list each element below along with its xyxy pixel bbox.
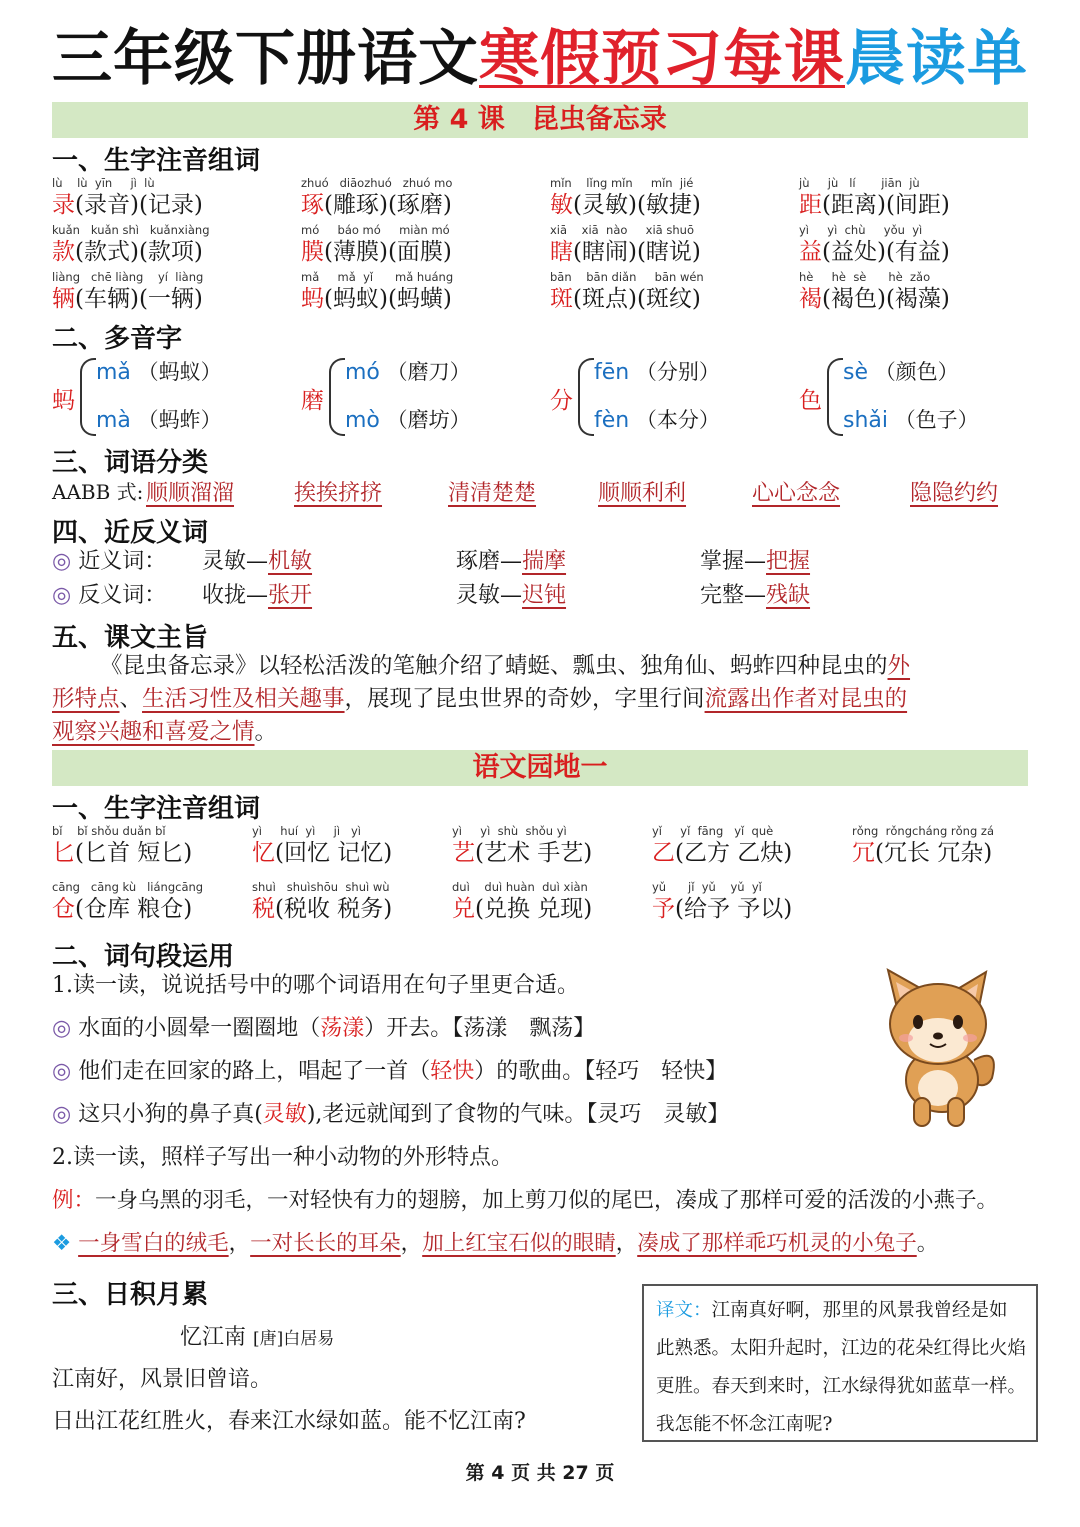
pair-word: 掌握— bbox=[700, 549, 767, 574]
pinyin-line: hè hè sè hè zǎo bbox=[799, 270, 931, 284]
garden-grid-cell bbox=[452, 880, 592, 924]
garden-grid-cell bbox=[252, 824, 392, 868]
char-grid-cell bbox=[52, 270, 203, 314]
garden-grid-cell bbox=[252, 880, 392, 924]
pinyin-line: lù lù yīn jì lù bbox=[52, 176, 155, 190]
word-group: (税收 税务) bbox=[275, 896, 393, 922]
word-group: (瞎闹)(瞎说) bbox=[573, 239, 701, 265]
lesson-band: 第 4 课 昆虫备忘录 bbox=[52, 102, 1028, 138]
section-heading-classification: 三、词语分类 bbox=[52, 448, 209, 478]
aabb-words bbox=[146, 474, 1026, 510]
char-grid-cell bbox=[550, 270, 704, 314]
reading-2-word: （色子） bbox=[894, 408, 979, 432]
aabb-word: 隐隐约约 bbox=[910, 481, 999, 506]
word-group: (蚂蚁)(蚂蟥) bbox=[324, 286, 452, 312]
sentence-2-c: ）的歌曲。【轻巧 轻快】 bbox=[474, 1059, 728, 1084]
pair-answer: 迟钝 bbox=[522, 583, 567, 608]
synonym-row bbox=[52, 546, 166, 578]
pinyin-line: rǒng rǒngcháng rǒng zá bbox=[852, 824, 995, 838]
reading-2 bbox=[96, 404, 222, 434]
target-character: 距 bbox=[799, 192, 822, 218]
target-character: 瞎 bbox=[550, 239, 573, 265]
antonym-pair bbox=[456, 580, 566, 612]
word-group: (回忆 记忆) bbox=[275, 840, 393, 866]
character-words bbox=[52, 284, 203, 314]
garden-heading-characters: 一、生字注音组词 bbox=[52, 794, 261, 824]
word-group: (匕首 短匕) bbox=[75, 840, 193, 866]
pair-word: 完整— bbox=[700, 583, 767, 608]
character-grid bbox=[52, 176, 1052, 316]
polyphone-item bbox=[301, 356, 541, 440]
sentence-2 bbox=[52, 1056, 727, 1088]
pinyin-line: yì huí yì jì yì bbox=[252, 824, 361, 838]
section-heading-characters: 一、生字注音组词 bbox=[52, 146, 261, 176]
word-group: (录音)(记录) bbox=[75, 192, 203, 218]
poem-title: 忆江南 bbox=[180, 1325, 247, 1350]
title-part-1: 三年级下册语文 bbox=[52, 24, 479, 94]
pair-answer: 机敏 bbox=[268, 549, 313, 574]
reading-2-pinyin: mà bbox=[96, 408, 131, 433]
garden-heading-accumulation: 三、日积月累 bbox=[52, 1280, 209, 1310]
character-words bbox=[652, 894, 792, 924]
character-words bbox=[52, 838, 192, 868]
garden-heading-usage: 二、词句段运用 bbox=[52, 942, 235, 972]
example-text: 一身乌黑的羽毛，一对轻快有力的翅膀，加上剪刀似的尾巴，凑成了那样可爱的活泼的小燕子。 bbox=[95, 1188, 999, 1213]
brace-icon bbox=[329, 358, 345, 436]
reading-1-word: （分别） bbox=[635, 360, 720, 384]
target-character: 忆 bbox=[252, 840, 275, 866]
section-heading-synonyms: 四、近反义词 bbox=[52, 518, 209, 548]
target-character: 冗 bbox=[852, 840, 875, 866]
reading-2 bbox=[843, 404, 979, 434]
target-character: 斑 bbox=[550, 286, 573, 312]
polyphone-character: 磨 bbox=[301, 388, 324, 414]
aabb-word: 清清楚楚 bbox=[448, 481, 537, 506]
reading-1 bbox=[594, 356, 720, 386]
target-character: 蚂 bbox=[301, 286, 324, 312]
circle-bullet-icon: ◎ bbox=[52, 549, 72, 574]
target-character: 益 bbox=[799, 239, 822, 265]
pinyin-line: yǔ jǐ yǔ yǔ yǐ bbox=[652, 880, 762, 894]
pair-word: 灵敏— bbox=[202, 549, 269, 574]
character-words bbox=[301, 190, 452, 220]
poem-author: [唐]白居易 bbox=[253, 1329, 335, 1349]
pinyin-line: mǎ mǎ yǐ mǎ huáng bbox=[301, 270, 454, 284]
theme-text-4: 。 bbox=[254, 719, 278, 745]
pinyin-line: liàng chē liàng yí liàng bbox=[52, 270, 204, 284]
aabb-word: 心心念念 bbox=[752, 481, 841, 506]
answer-part-4: 凑成了那样乖巧机灵的小兔子 bbox=[637, 1231, 917, 1256]
polyphone-character: 分 bbox=[550, 388, 573, 414]
sentence-1-c: ）开去。【荡漾 飘荡】 bbox=[364, 1016, 596, 1041]
aabb-word: 顺顺溜溜 bbox=[146, 481, 235, 506]
sentence-1 bbox=[52, 1013, 595, 1045]
poem-line-2: 日出江花红胜火，春来江水绿如蓝。能不忆江南? bbox=[52, 1409, 526, 1434]
target-character: 录 bbox=[52, 192, 75, 218]
word-group: (益处)(有益) bbox=[822, 239, 950, 265]
character-words bbox=[550, 190, 701, 220]
page-number: 第 4 页 共 27 页 bbox=[465, 1462, 615, 1484]
garden-grid-cell bbox=[652, 824, 792, 868]
poem-title-line bbox=[180, 1322, 334, 1355]
answer-part-3: 加上红宝石似的眼睛 bbox=[422, 1231, 616, 1256]
page-title bbox=[0, 14, 1080, 104]
pinyin-line: yì yì chù yǒu yì bbox=[799, 223, 923, 237]
character-words bbox=[550, 284, 704, 314]
reading-1-word: （蚂蚁） bbox=[137, 360, 222, 384]
word-group: (褐色)(褐藻) bbox=[822, 286, 950, 312]
sentence-3 bbox=[52, 1099, 729, 1131]
word-group: (仓库 粮仓) bbox=[75, 896, 193, 922]
char-grid-cell bbox=[52, 223, 210, 267]
reading-2 bbox=[594, 404, 720, 434]
pair-answer: 张开 bbox=[268, 583, 313, 608]
synonym-pair bbox=[202, 546, 312, 578]
sentence-1-a: 水面的小圆晕一圈圈地（ bbox=[78, 1016, 321, 1041]
reading-1-pinyin: mó bbox=[345, 360, 380, 385]
target-character: 款 bbox=[52, 239, 75, 265]
target-character: 税 bbox=[252, 896, 275, 922]
word-group: (薄膜)(面膜) bbox=[324, 239, 452, 265]
theme-text-2: 、 bbox=[119, 686, 143, 712]
character-words bbox=[652, 838, 792, 868]
diamond-bullet-icon: ❖ bbox=[52, 1231, 72, 1256]
theme-underline-1: 外 bbox=[887, 653, 911, 679]
target-character: 敏 bbox=[550, 192, 573, 218]
char-grid-cell bbox=[52, 176, 203, 220]
char-grid-cell bbox=[301, 223, 452, 267]
char-grid-cell bbox=[799, 176, 950, 220]
polyphone-item bbox=[52, 356, 292, 440]
word-group: (距离)(间距) bbox=[822, 192, 950, 218]
pair-answer: 把握 bbox=[766, 549, 811, 574]
sentence-1-answer: 荡漾 bbox=[320, 1016, 365, 1041]
theme-underline-3: 生活习性及相关趣事 bbox=[142, 686, 345, 712]
character-words bbox=[550, 237, 701, 267]
reading-2-word: （本分） bbox=[635, 408, 720, 432]
synonym-label: 近义词： bbox=[78, 549, 167, 574]
reading-1 bbox=[843, 356, 959, 386]
reading-1-word: （颜色） bbox=[874, 360, 959, 384]
antonym-row bbox=[52, 580, 166, 612]
character-words bbox=[301, 284, 453, 314]
pinyin-line: jù jù lí jiān jù bbox=[799, 176, 920, 190]
target-character: 褐 bbox=[799, 286, 822, 312]
title-part-3: 晨读单 bbox=[845, 24, 1028, 94]
character-words bbox=[799, 237, 950, 267]
polyphone-list bbox=[52, 356, 1052, 442]
pinyin-line: duì duì huàn duì xiàn bbox=[452, 880, 588, 894]
theme-text-1: 《昆虫备忘录》以轻松活泼的笔触介绍了蜻蜓、瓢虫、独角仙、蚂蚱四种昆虫的 bbox=[100, 653, 888, 679]
garden-grid-cell bbox=[852, 824, 994, 868]
poem-line-1: 江南好，风景旧曾谙。 bbox=[52, 1367, 273, 1392]
theme-underline-2: 形特点 bbox=[52, 686, 120, 712]
target-character: 乙 bbox=[652, 840, 675, 866]
character-words bbox=[799, 284, 950, 314]
character-words bbox=[301, 237, 452, 267]
pair-word: 收拢— bbox=[202, 583, 269, 608]
pinyin-line: cāng cāng kù liángcāng bbox=[52, 880, 204, 894]
pinyin-line: mó báo mó miàn mó bbox=[301, 223, 450, 237]
circle-bullet-icon: ◎ bbox=[52, 1102, 72, 1127]
pair-word: 灵敏— bbox=[456, 583, 523, 608]
question-1: 1.读一读，说说括号中的哪个词语用在句子里更合适。 bbox=[52, 973, 579, 998]
character-words bbox=[52, 237, 210, 267]
garden-grid-cell bbox=[52, 880, 203, 924]
character-words bbox=[252, 838, 392, 868]
reading-1 bbox=[345, 356, 471, 386]
sentence-2-a: 他们走在回家的路上，唱起了一首（ bbox=[78, 1059, 431, 1084]
pair-answer: 揣摩 bbox=[522, 549, 567, 574]
pinyin-line: kuǎn kuǎn shì kuǎnxiàng bbox=[52, 223, 210, 237]
target-character: 艺 bbox=[452, 840, 475, 866]
sentence-3-answer: 灵敏 bbox=[262, 1102, 307, 1127]
polyphone-item bbox=[550, 356, 790, 440]
word-group: (乙方 乙炔) bbox=[675, 840, 793, 866]
garden-grid-cell bbox=[652, 880, 792, 924]
pinyin-line: zhuó diāozhuó zhuó mo bbox=[301, 176, 453, 190]
char-grid-cell bbox=[301, 270, 453, 314]
reading-1-pinyin: sè bbox=[843, 360, 868, 385]
reading-1-word: （磨刀） bbox=[386, 360, 471, 384]
synonym-antonym-block bbox=[52, 546, 1032, 616]
aabb-word: 挨挨挤挤 bbox=[294, 481, 383, 506]
word-group: (车辆)(一辆) bbox=[75, 286, 203, 312]
character-words bbox=[452, 894, 592, 924]
polyphone-character: 蚂 bbox=[52, 388, 75, 414]
reading-2-word: （蚂蚱） bbox=[137, 408, 222, 432]
sentence-2-answer: 轻快 bbox=[430, 1059, 475, 1084]
word-group: (兑换 兑现) bbox=[475, 896, 593, 922]
sentence-3-c: ),老远就闻到了食物的气味。【灵巧 灵敏】 bbox=[306, 1102, 730, 1127]
answer-part-1: 一身雪白的绒毛 bbox=[78, 1231, 229, 1256]
circle-bullet-icon: ◎ bbox=[52, 1059, 72, 1084]
word-group: (艺术 手艺) bbox=[475, 840, 593, 866]
sentence-3-a: 这只小狗的鼻子真( bbox=[78, 1102, 263, 1127]
word-group: (冗长 冗杂) bbox=[875, 840, 993, 866]
character-words bbox=[452, 838, 592, 868]
answer-part-2: 一对长长的耳朵 bbox=[250, 1231, 401, 1256]
aabb-label: AABB 式: bbox=[52, 480, 144, 504]
circle-bullet-icon: ◎ bbox=[52, 1016, 72, 1041]
synonym-pair bbox=[456, 546, 566, 578]
translation-box bbox=[642, 1284, 1038, 1442]
example-line bbox=[52, 1185, 998, 1217]
pinyin-line: bān bān diǎn bān wén bbox=[550, 270, 704, 284]
char-grid-cell bbox=[799, 223, 950, 267]
antonym-label: 反义词： bbox=[78, 583, 167, 608]
pinyin-line: mǐn lǐng mǐn mǐn jié bbox=[550, 176, 694, 190]
char-grid-cell bbox=[301, 176, 452, 220]
word-group: (灵敏)(敏捷) bbox=[573, 192, 701, 218]
brace-icon bbox=[827, 358, 843, 436]
word-group: (给予 予以) bbox=[675, 896, 793, 922]
polyphone-item bbox=[799, 356, 1039, 440]
target-character: 膜 bbox=[301, 239, 324, 265]
target-character: 兑 bbox=[452, 896, 475, 922]
title-part-2: 寒假预习每课 bbox=[479, 24, 845, 94]
target-character: 辆 bbox=[52, 286, 75, 312]
circle-bullet-icon: ◎ bbox=[52, 583, 72, 608]
reading-2-pinyin: mò bbox=[345, 408, 380, 433]
character-words bbox=[52, 894, 203, 924]
reading-1-pinyin: mǎ bbox=[96, 360, 131, 385]
pinyin-line: xiā xiā nào xiā shuō bbox=[550, 223, 694, 237]
answer-line: ❖ 一身雪白的绒毛，一对长长的耳朵，加上红宝石似的眼睛，凑成了那样乖巧机灵的小兔子。 bbox=[52, 1231, 939, 1256]
pinyin-line: shuì shuìshōu shuì wù bbox=[252, 880, 390, 894]
pair-answer: 残缺 bbox=[766, 583, 811, 608]
aabb-word: 顺顺利利 bbox=[598, 481, 687, 506]
garden-grid-cell bbox=[452, 824, 592, 868]
section-heading-theme: 五、课文主旨 bbox=[52, 623, 209, 653]
target-character: 匕 bbox=[52, 840, 75, 866]
word-group: (雕琢)(琢磨) bbox=[324, 192, 452, 218]
synonym-pair bbox=[700, 546, 810, 578]
char-grid-cell bbox=[799, 270, 950, 314]
dog-illustration bbox=[868, 950, 1008, 1130]
polyphone-character: 色 bbox=[799, 388, 822, 414]
theme-underline-4: 流露出作者对昆虫的 bbox=[704, 686, 908, 712]
char-grid-cell bbox=[550, 223, 701, 267]
theme-text-3: ，展现了昆虫世界的奇妙，字里行间 bbox=[344, 686, 705, 712]
reading-2-pinyin: shǎi bbox=[843, 408, 888, 433]
reading-2-pinyin: fèn bbox=[594, 408, 630, 433]
example-label: 例： bbox=[52, 1188, 96, 1213]
reading-1-pinyin: fēn bbox=[594, 360, 630, 385]
target-character: 予 bbox=[652, 896, 675, 922]
garden-band: 语文园地一 bbox=[52, 750, 1028, 786]
translation-text: 江南真好啊，那里的风景我曾经是如此熟悉。太阳升起时，江边的花朵红得比火焰更胜。春天到来时，江水绿得犹如蓝草一样。我怎能不怀念江南呢? bbox=[656, 1300, 1027, 1435]
antonym-pair bbox=[700, 580, 810, 612]
character-words bbox=[52, 190, 203, 220]
translation-label: 译文： bbox=[656, 1300, 712, 1321]
target-character: 琢 bbox=[301, 192, 324, 218]
character-words bbox=[799, 190, 950, 220]
theme-paragraph bbox=[52, 650, 1022, 749]
word-group: (款式)(款项) bbox=[75, 239, 203, 265]
target-character: 仓 bbox=[52, 896, 75, 922]
pinyin-line: yì yì shù shǒu yì bbox=[452, 824, 567, 838]
character-words bbox=[252, 894, 392, 924]
theme-underline-5: 观察兴趣和喜爱之情 bbox=[52, 719, 255, 745]
char-grid-cell bbox=[550, 176, 701, 220]
question-2: 2.读一读，照样子写出一种小动物的外形特点。 bbox=[52, 1145, 513, 1170]
word-group: (斑点)(斑纹) bbox=[573, 286, 701, 312]
brace-icon bbox=[578, 358, 594, 436]
reading-2 bbox=[345, 404, 471, 434]
character-words bbox=[852, 838, 994, 868]
pinyin-line: yǐ yǐ fāng yǐ què bbox=[652, 824, 774, 838]
reading-2-word: （磨坊） bbox=[386, 408, 471, 432]
garden-character-grid bbox=[52, 824, 1052, 934]
antonym-pair bbox=[202, 580, 312, 612]
garden-grid-cell bbox=[52, 824, 192, 868]
section-heading-polyphones: 二、多音字 bbox=[52, 324, 183, 354]
reading-1 bbox=[96, 356, 222, 386]
pinyin-line: bǐ bǐ shǒu duǎn bǐ bbox=[52, 824, 166, 838]
pair-word: 琢磨— bbox=[456, 549, 523, 574]
brace-icon bbox=[80, 358, 96, 436]
